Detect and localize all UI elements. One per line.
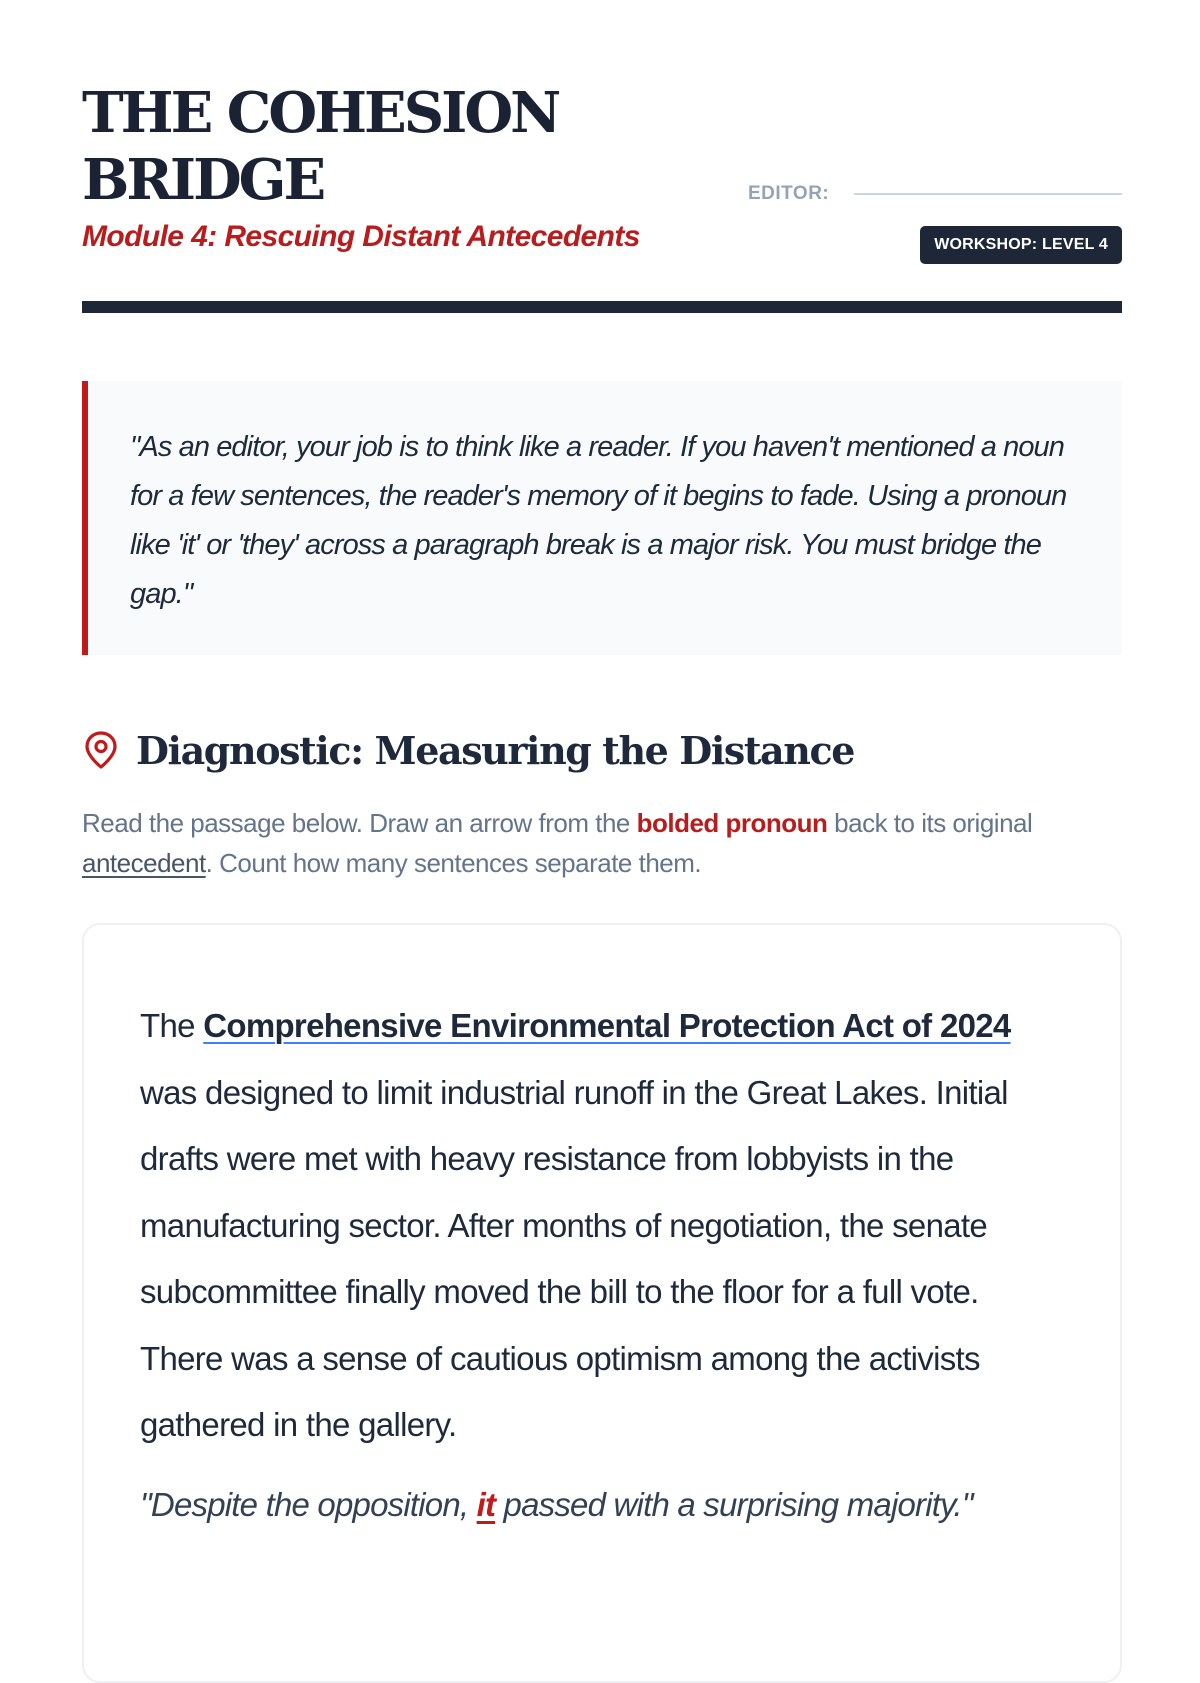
pronoun-target[interactable]: it: [476, 1485, 496, 1523]
passage-quote-start: "Despite the opposition,: [140, 1485, 477, 1523]
instructions-text: . Count how many sentences separate them.: [205, 848, 702, 878]
editor-quote-text: "As an editor, your job is to think like a reader. If you haven't mentioned a noun for a few sentences, the reader's memory of it begins to fade. Using a pronoun like 'it' or 'they' across a paragraph break is a major risk. You must bridge the gap.": [130, 431, 1067, 610]
passage-quote: [140, 1473, 1068, 1537]
page-title: THE COHESION BRIDGE: [82, 80, 559, 213]
instructions-highlight: bolded pronoun: [636, 808, 828, 838]
passage-paragraph: [140, 993, 1068, 1459]
worksheet-page: [82, 0, 1122, 1523]
instructions-underlined-term: antecedent: [82, 848, 206, 878]
passage-quote-end: passed with a surprising majority.": [495, 1485, 973, 1523]
passage-card: [82, 923, 1122, 1683]
header: [82, 0, 1122, 318]
instructions-text: Read the passage below. Draw an arrow from the: [82, 808, 637, 838]
passage-lead: The: [140, 1007, 204, 1044]
instructions-text: back to its original: [827, 808, 1033, 838]
header-divider: [82, 301, 1122, 313]
map-pin-icon: [82, 729, 120, 771]
antecedent-phrase[interactable]: Comprehensive Environmental Protection Act of 2024: [203, 1007, 1011, 1044]
section-title: Diagnostic: Measuring the Distance: [136, 727, 854, 773]
editor-quote: [82, 381, 1122, 655]
instructions: [82, 803, 1122, 883]
passage-body: was designed to limit industrial runoff in the Great Lakes. Initial drafts were met with heavy resistance from lobbyists in the manufacturing sector. After months of negotiation, the senate subcommittee finally moved the bill to the floor for a full vote. There was a sense of cautious optimism among the activists gathered in the gallery.: [140, 1073, 1008, 1443]
module-subtitle: Module 4: Rescuing Distant Antecedents: [82, 220, 640, 253]
section-header: [82, 724, 854, 776]
editor-label: EDITOR:: [748, 183, 830, 204]
workshop-level-badge: WORKSHOP: LEVEL 4: [920, 226, 1122, 264]
editor-signature-line[interactable]: [854, 193, 1122, 195]
